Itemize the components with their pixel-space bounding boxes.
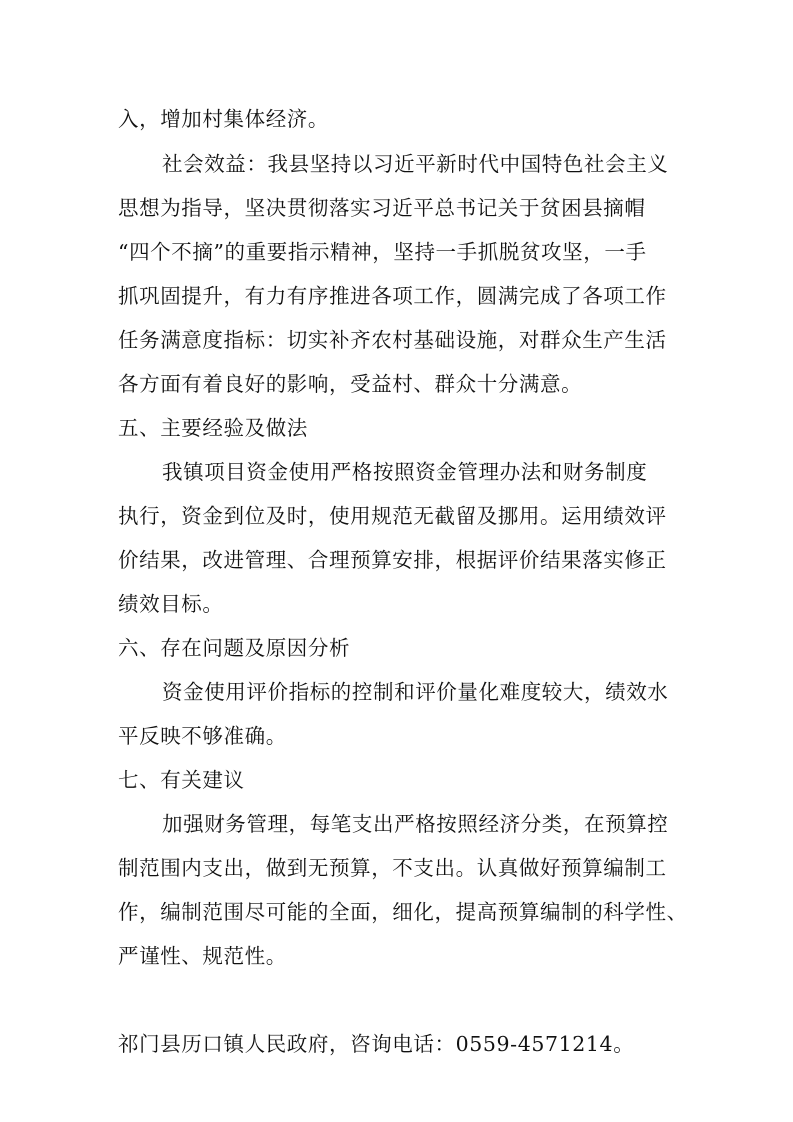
contact-line: 祁门县历口镇人民政府，咨询电话：0559-4571214。 [118, 1032, 635, 1056]
paragraph-line: 作，编制范围尽可能的全面，细化，提高预算编制的科学性、 [118, 900, 688, 924]
paragraph-line: 制范围内支出，做到无预算，不支出。认真做好预算编制工 [118, 856, 667, 880]
paragraph-line: 严谨性、规范性。 [118, 944, 287, 968]
paragraph-line: 社会效益：我县坚持以习近平新时代中国特色社会主义 [162, 152, 669, 176]
paragraph-line: 加强财务管理，每笔支出严格按照经济分类，在预算控 [162, 812, 669, 836]
paragraph-line: 思想为指导，坚决贯彻落实习近平总书记关于贫困县摘帽 [118, 196, 646, 220]
paragraph-line: “四个不摘”的重要指示精神，坚持一手抓脱贫攻坚，一手 [118, 240, 647, 264]
paragraph-line: 抓巩固提升，有力有序推进各项工作，圆满完成了各项工作 [118, 284, 667, 308]
paragraph-line: 执行，资金到位及时，使用规范无截留及挪用。运用绩效评 [118, 504, 667, 528]
paragraph-line: 任务满意度指标：切实补齐农村基础设施，对群众生产生活 [118, 328, 667, 352]
paragraph-line: 平反映不够准确。 [118, 724, 287, 748]
paragraph-line: 资金使用评价指标的控制和评价量化难度较大，绩效水 [162, 680, 669, 704]
paragraph-line: 我镇项目资金使用严格按照资金管理办法和财务制度 [162, 460, 648, 484]
section-heading: 七、有关建议 [118, 768, 245, 792]
paragraph-line: 入，增加村集体经济。 [118, 107, 329, 131]
paragraph-line: 绩效目标。 [118, 592, 224, 616]
paragraph-line: 各方面有着良好的影响，受益村、群众十分满意。 [118, 372, 583, 396]
section-heading: 六、存在问题及原因分析 [118, 636, 351, 660]
section-heading: 五、主要经验及做法 [118, 416, 308, 440]
paragraph-line: 价结果，改进管理、合理预算安排，根据评价结果落实修正 [118, 548, 667, 572]
